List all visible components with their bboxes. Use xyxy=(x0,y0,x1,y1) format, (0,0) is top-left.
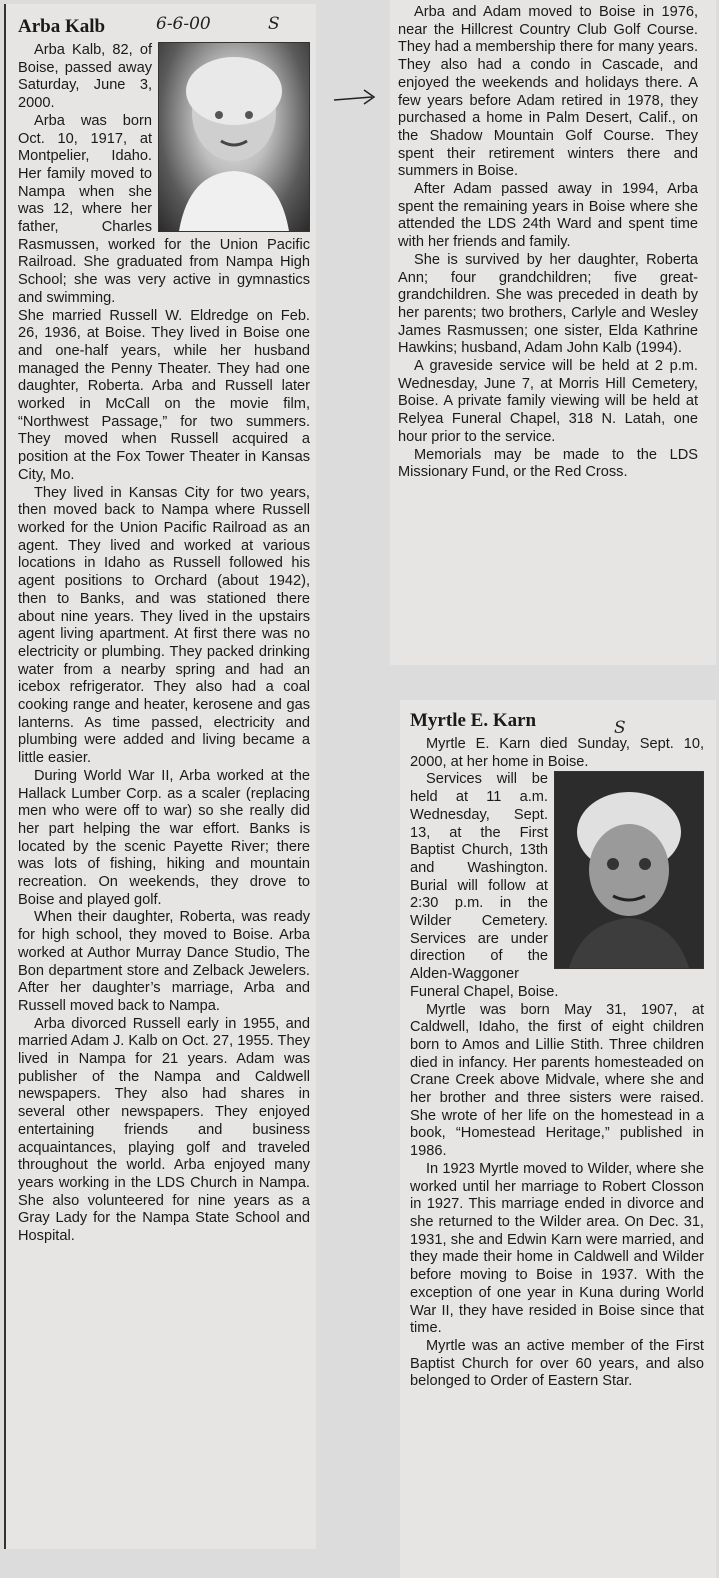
myrtle-para-3: Myrtle was born May 31, 1907, at Caldwell, Idaho, the first of eight children born to Amos and Lillie Stith. Three children died in infancy. Her parents homesteaded on Crane Creek above Midvale, where she and her brother and three sisters were raised. She wrote of her life on the homestead in a book, “Homestead Heritage,” published in 1986. xyxy=(410,1001,709,1160)
arba-para-3: They lived in Kansas City for two years, then moved back to Nampa where Russell worked for the Union Pacific Railroad as an agent. They lived and worked at various locations in Idaho as Russell followed his agent positions to Orchard (about 1942), then to Banks, and was stationed there about nine years. They lived in the upstairs agent living apartment. At first there was no electricity or plumbing. They packed drinking water from a nearby spring and had an icebox refrigerator. They also had a coal cooking range and heater, kerosene and gas lanterns. As time passed, electricity and plumbing were added and living became a little easier. xyxy=(18,484,315,767)
arba-para-8: After Adam passed away in 1994, Arba spent the remaining years in Boise where she attended the LDS 24th Ward and spent time with her friends and family. xyxy=(398,181,703,251)
handwritten-mark-arba: S xyxy=(268,14,280,34)
myrtle-para-2: Services will be held at 11 a.m. Wednesday, Sept. 13, at the First Baptist Church, 13th and Washington. Burial will follow at 2:30 p.m. in the Wilder Cemetery. Services are under direction of the Alden-Waggoner Funeral Chapel, Boise. xyxy=(410,771,559,1000)
arba-kalb-obituary-continued xyxy=(390,0,716,665)
arba-para-1: Arba Kalb, 82, of Boise, passed away Saturday, June 3, 2000. xyxy=(18,42,157,112)
arba-para-10: A graveside service will be held at 2 p.m. Wednesday, June 7, at Morris Hill Cemetery, Boise. A private family viewing will be held at Relyea Funeral Chapel, 318 N. Latah, one hour prior to the service. xyxy=(398,358,703,445)
arba-para-2b: She married Russell W. Eldredge on Feb. 26, 1936, at Boise. They lived in Boise one and one-half years, while her husband managed the Penny Theater. They had one daughter, Roberta. Arba and Russell later worked in McCall on the movie film, “Northwest Passage,” for two summers. They moved when Russell acquired a position at the Fox Tower Theater in Kansas City, Mo. xyxy=(18,307,315,483)
myrtle-karn-obituary xyxy=(400,700,716,1578)
arba-kalb-portrait xyxy=(158,42,310,232)
arba-para-9: She is survived by her daughter, Roberta Ann; four grandchildren; five great-grandchildren. She was preceded in death by her parents; two brothers, Carlyle and Wesley James Rasmussen; one sister, Elda Kathrine Hawkins; husband, Adam John Kalb (1994). xyxy=(398,251,703,357)
arba-para-5: When their daughter, Roberta, was ready for high school, they moved to Boise. Arba worked at Author Murray Dance Studio, The Bon department store and Zelback Jewelers. After her daughter’s marriage, Arba and Russell moved back to Nampa. xyxy=(18,909,315,1014)
handwritten-mark-myrtle: S xyxy=(614,718,626,738)
arba-para-11: Memorials may be made to the LDS Missionary Fund, or the Red Cross. xyxy=(398,446,703,481)
myrtle-karn-portrait xyxy=(554,771,704,969)
myrtle-para-1: Myrtle E. Karn died Sunday, Sept. 10, 2000, at her home in Boise. xyxy=(410,736,709,770)
myrtle-para-4: In 1923 Myrtle moved to Wilder, where she worked until her marriage to Robert Closson in 1927. This marriage ended in divorce and she returned to the Wilder area. On Dec. 31, 1931, she and Edwin Karn were married, and they made their home in Caldwell and Wilder before moving to Boise in 1937. With the exception of one year in Kuna during World War II, they have resided in Boise since that time. xyxy=(410,1160,709,1337)
arba-para-7: Arba and Adam moved to Boise in 1976, near the Hillcrest Country Club Golf Course. They had a membership there for many years. They also had a condo in Cascade, and enjoyed the weekends and holidays there. A few years before Adam retired in 1978, they purchased a home in Palm Desert, Calif., on the Shadow Mountain Golf Course. They spent their retirement winters there and summers in Boise. xyxy=(398,4,703,180)
handwritten-arrow-icon xyxy=(332,88,378,108)
portrait-photo-icon xyxy=(159,43,309,231)
portrait-photo-icon xyxy=(555,772,703,968)
arba-kalb-obituary-left xyxy=(4,4,316,1549)
arba-para-2: Arba was born Oct. 10, 1917, at Montpelier, Idaho. Her family moved to Nampa when she was 12, where her father, Charles Rasmussen, worked for the Union Pacific Railroad. She graduated from Nampa High School; she was very active in gymnastics and swimming. xyxy=(18,112,315,306)
arba-kalb-headline: Arba Kalb xyxy=(18,16,106,37)
handwritten-date: 6-6-00 xyxy=(156,14,211,34)
arba-para-4: During World War II, Arba worked at the Hallack Lumber Corp. as a scaler (replacing men who were off to war) so she really did her part helping the war effort. Banks is located by the scenic Payette River; there was lots of fishing, hiking and mountain recreation. On weekends, they drove to Boise and played golf. xyxy=(18,767,315,908)
myrtle-para-5: Myrtle was an active member of the First Baptist Church for over 60 years, and also belonged to Order of Eastern Star. xyxy=(410,1337,709,1390)
arba-para-6: Arba divorced Russell early in 1955, and married Adam J. Kalb on Oct. 27, 1955. They lived in Nampa for 21 years. Adam was publisher of the Nampa and Caldwell newspapers. They also had shares in several other newspapers. They enjoyed entertaining friends and business acquaintances, playing golf and traveled throughout the world. Arba enjoyed many years working in the LDS Church in Nampa. She also volunteered for nine years as a Gray Lady for the Nampa State School and Hospital. xyxy=(18,1015,315,1245)
myrtle-karn-headline: Myrtle E. Karn xyxy=(410,710,537,731)
